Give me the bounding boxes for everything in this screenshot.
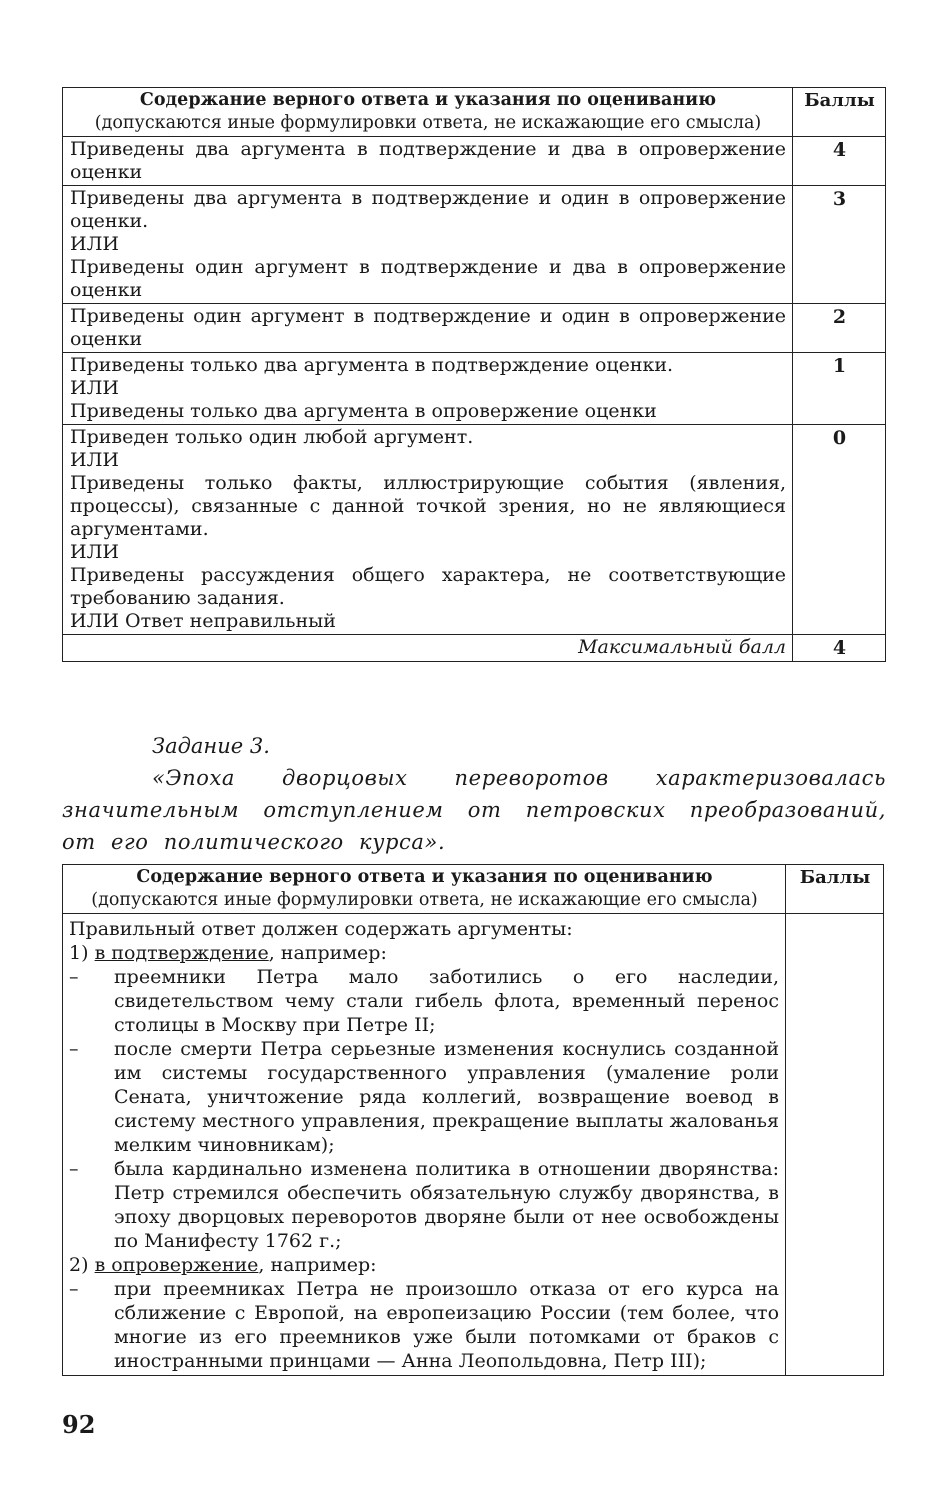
list-item [69, 1037, 779, 1157]
header-points-cell: Баллы [786, 865, 884, 914]
page-number: 92 [62, 1410, 96, 1439]
section-number: 1) [69, 942, 89, 964]
max-score-label: Максимальный балл [63, 635, 793, 662]
table-row [63, 425, 886, 635]
criteria-line: ИЛИ [70, 541, 119, 563]
list-item-text: была кардинально изменена политика в отношении дворянства: Петр стремился обеспечить обязательную службу дворянства, в эпоху дворцовых переворотов дворяне были от нее освобождены по Манифесту 1762 г.; [114, 1158, 780, 1252]
criteria-cell [63, 186, 793, 304]
points-cell: 2 [793, 304, 886, 353]
task-title: Задание 3. [152, 734, 270, 758]
dash-marker: – [69, 1038, 79, 1060]
criteria-line: ИЛИ [70, 449, 119, 471]
section-suffix: , например: [268, 942, 387, 964]
section-number: 2) [69, 1254, 89, 1276]
criteria-cell [63, 304, 793, 353]
answer-content-cell [63, 914, 786, 1376]
points-cell: 1 [793, 353, 886, 425]
points-cell: 4 [793, 137, 886, 186]
points-cell [786, 914, 884, 1376]
grading-table-task-3 [62, 864, 884, 1376]
task-3-block [62, 730, 886, 858]
criteria-line: ИЛИ [70, 233, 119, 255]
table-row [63, 914, 884, 1376]
section-refute-heading [69, 1253, 779, 1277]
list-item [69, 1277, 779, 1373]
list-item-text: при преемниках Петра не произошло отказа от его курса на сближение с Европой, на европеизацию России (тем более, что многие из его преемников уже были потомками от браков с иностранными принцами — Анна Леопольдовна, Петр III); [114, 1278, 780, 1372]
criteria-line: Приведены один аргумент в подтверждение и два в опровержение оценки [70, 256, 787, 301]
header-points-cell: Баллы [793, 88, 886, 137]
criteria-cell [63, 137, 793, 186]
criteria-line: Приведены два аргумента в подтверждение и два в опровержение оценки [70, 138, 787, 183]
section-label: в подтверждение [94, 942, 269, 964]
points-cell: 0 [793, 425, 886, 635]
header-sub-text: (допускаются иные формулировки ответа, не искажающие его смысла) [91, 890, 758, 910]
header-main-text: Содержание верного ответа и указания по оцениванию [136, 867, 713, 887]
criteria-line: Приведены один аргумент в подтверждение и один в опровержение оценки [70, 305, 787, 350]
dash-marker: – [69, 966, 79, 988]
header-content-cell [63, 865, 786, 914]
table-row [63, 353, 886, 425]
criteria-line: Приведены только факты, иллюстрирующие события (явления, процессы), связанные с данной точкой зрения, но не являющиеся аргументами. [70, 472, 787, 540]
header-main-text: Содержание верного ответа и указания по оцениванию [139, 90, 717, 110]
criteria-line: Приведены только два аргумента в подтверждение оценки. [70, 354, 674, 376]
list-item-text: преемники Петра мало заботились о его наследии, свидетельством чему стали гибель флота, временный перенос столицы в Москву при Петре II; [114, 966, 780, 1036]
table-header-row [63, 865, 884, 914]
answer-intro: Правильный ответ должен содержать аргументы: [69, 918, 573, 940]
criteria-line: Приведены рассуждения общего характера, не соответствующие требованию задания. [70, 564, 787, 609]
criteria-cell [63, 353, 793, 425]
task-quote: «Эпоха дворцовых переворотов характеризовалась значительным отступлением от петровских преобразований, от его политического курса». [62, 766, 886, 854]
criteria-line: Приведены только два аргумента в опровержение оценки [70, 400, 657, 422]
grading-table-task-2 [62, 87, 886, 662]
table-row [63, 137, 886, 186]
max-score-value: 4 [793, 635, 886, 662]
header-sub-text: (допускаются иные формулировки ответа, не искажающие его смысла) [94, 113, 762, 133]
criteria-line: Приведены два аргумента в подтверждение и один в опровержение оценки. [70, 187, 787, 232]
table-row [63, 304, 886, 353]
table-row [63, 186, 886, 304]
section-suffix: , например: [258, 1254, 377, 1276]
section-label: в опровержение [94, 1254, 259, 1276]
max-score-row [63, 635, 886, 662]
dash-marker: – [69, 1158, 79, 1180]
dash-marker: – [69, 1278, 79, 1300]
section-confirm-heading [69, 941, 779, 965]
criteria-cell [63, 425, 793, 635]
criteria-line: ИЛИ [70, 377, 119, 399]
criteria-line: Приведен только один любой аргумент. [70, 426, 474, 448]
table-header-row [63, 88, 886, 137]
points-cell: 3 [793, 186, 886, 304]
header-content-cell [63, 88, 793, 137]
list-item [69, 965, 779, 1037]
list-item [69, 1157, 779, 1253]
list-item-text: после смерти Петра серьезные изменения коснулись созданной им системы государственного управления (умаление роли Сената, уничтожение ряда коллегий, возвращение воевод в систему местного управления, прекращение выплаты жалованья мелким чиновникам); [114, 1038, 780, 1156]
criteria-line: ИЛИ Ответ неправильный [70, 610, 336, 632]
